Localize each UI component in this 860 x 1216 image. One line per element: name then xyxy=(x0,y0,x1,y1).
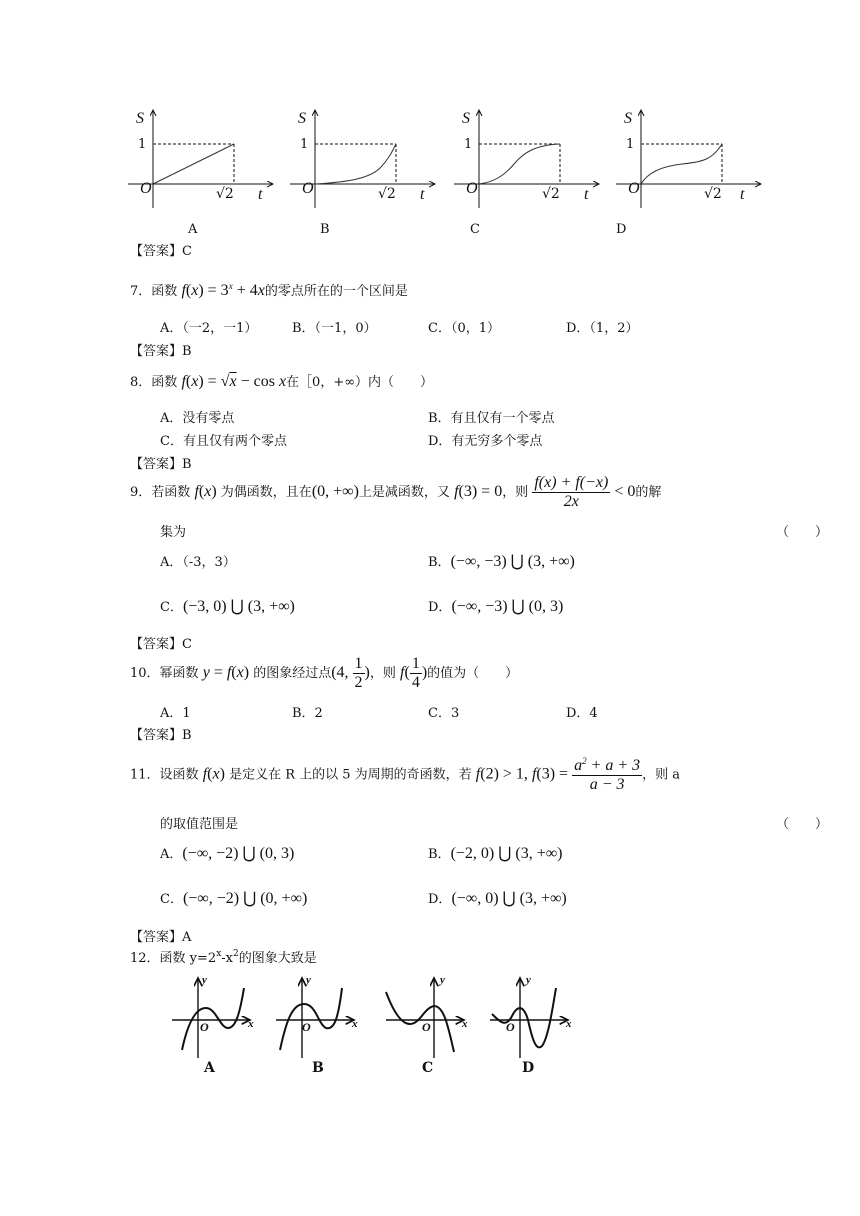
tick-sqrt2-label: √2 xyxy=(378,186,396,202)
tick-1-label: 1 xyxy=(138,137,147,152)
axis-t-label: t xyxy=(420,186,425,203)
origin-label: O xyxy=(140,180,152,197)
q6-answer: 【答案】C xyxy=(130,244,192,259)
q10-stem: 10．幂函数 y = f(x) 的图象经过点(4, $\frac{1}{2}$ )，则 f( $\frac{1}{4}$ )的值为（ ） xyxy=(130,655,519,691)
graph-label-b: B xyxy=(320,222,330,237)
q12-graph-c xyxy=(386,978,464,1058)
q9-stem: 9．若函数 f(x) 为偶函数，且在(0, +∞)上是减函数，又 f(3) = 0，则 $\frac{f(x) + f(-x)}{2x}$ < 0的解 xyxy=(130,474,662,510)
q8-stem: 8．函数 f(x) = √x − cos x在［0，+∞）内（ ） xyxy=(130,373,434,390)
q9-option-b: B．(−∞, −3) ⋃ (3, +∞) xyxy=(428,553,575,570)
tick-1-label: 1 xyxy=(300,137,309,152)
q12-label-a: A xyxy=(204,1060,215,1076)
q7-option-c: C．（0，1） xyxy=(428,321,500,336)
origin-label: O xyxy=(302,180,314,197)
q12-graph-a xyxy=(172,978,250,1058)
q9-paren: （ ） xyxy=(776,525,829,540)
q11-stem: 11．设函数 f(x) 是定义在 R 上的以 5 为周期的奇函数，若 f(2) > 1, f(3) = $\frac{a^2 + a + 3}{a - 3}$ ，则 a xyxy=(130,756,681,793)
axis-t-label: t xyxy=(740,186,745,203)
q12-graph-d xyxy=(490,978,568,1058)
axis-t-label: t xyxy=(258,186,263,203)
q10-answer: 【答案】B xyxy=(130,728,192,743)
tick-sqrt2-label: √2 xyxy=(704,186,722,202)
q9-option-d: D．(−∞, −3) ⋃ (0, 3) xyxy=(428,598,564,615)
tick-1-label: 1 xyxy=(464,137,473,152)
graph-label-d: D xyxy=(616,222,627,237)
q6-graphs xyxy=(120,100,780,240)
graph-label-a: A xyxy=(188,222,198,237)
q8-answer: 【答案】B xyxy=(130,457,192,472)
q12-graph-b xyxy=(276,978,354,1058)
q9-option-c: C．(−3, 0) ⋃ (3, +∞) xyxy=(160,598,295,615)
q10-option-c: C．3 xyxy=(428,706,460,721)
tick-sqrt2-label: √2 xyxy=(542,186,560,202)
q12-label-b: B xyxy=(312,1060,324,1076)
q9-line2: 集为 xyxy=(160,525,187,540)
axis-t-label: t xyxy=(584,186,589,203)
q12-label-c: C xyxy=(422,1060,434,1076)
q8-option-d: D．有无穷多个零点 xyxy=(428,434,543,449)
q8-option-c: C．有且仅有两个零点 xyxy=(160,434,287,449)
q10-option-d: D．4 xyxy=(566,706,598,721)
q11-option-c: C．(−∞, −2) ⋃ (0, +∞) xyxy=(160,890,308,907)
q11-line2: 的取值范围是 xyxy=(160,817,239,832)
q11-paren: （ ） xyxy=(776,817,829,832)
q11-option-a: A．(−∞, −2) ⋃ (0, 3) xyxy=(160,845,295,862)
graph-label-c: C xyxy=(470,222,480,237)
q9-answer: 【答案】C xyxy=(130,637,192,652)
q9-option-a: A．（-3，3） xyxy=(160,555,236,570)
axis-s-label: S xyxy=(624,110,632,127)
origin-label: O xyxy=(628,180,640,197)
q8-option-b: B．有且仅有一个零点 xyxy=(428,411,555,426)
q11-option-d: D．(−∞, 0) ⋃ (3, +∞) xyxy=(428,890,567,907)
axis-s-label: S xyxy=(136,110,144,127)
axis-s-label: S xyxy=(462,110,470,127)
q7-stem: 7．函数 $f(x) = 3^x + 4x$的零点所在的一个区间是 xyxy=(130,281,408,299)
q10-option-b: B．2 xyxy=(292,706,323,721)
q8-option-a: A．没有零点 xyxy=(160,411,235,426)
tick-sqrt2-label: √2 xyxy=(216,186,234,202)
q12-stem: 12．函数 $y=2^x-x^2$的图象大致是 xyxy=(130,949,317,966)
q12-label-d: D xyxy=(522,1060,535,1076)
q7-answer: 【答案】B xyxy=(130,344,192,359)
q10-option-a: A．1 xyxy=(160,706,191,721)
q7-option-b: B．（一1，0） xyxy=(292,321,377,336)
tick-1-label: 1 xyxy=(626,137,635,152)
q7-option-d: D．（1，2） xyxy=(566,321,639,336)
origin-label: O xyxy=(466,180,478,197)
q11-answer: 【答案】A xyxy=(130,930,192,945)
axis-s-label: S xyxy=(298,110,306,127)
q11-option-b: B．(−2, 0) ⋃ (3, +∞) xyxy=(428,845,563,862)
q7-option-a: A．（一2，一1） xyxy=(160,321,258,336)
